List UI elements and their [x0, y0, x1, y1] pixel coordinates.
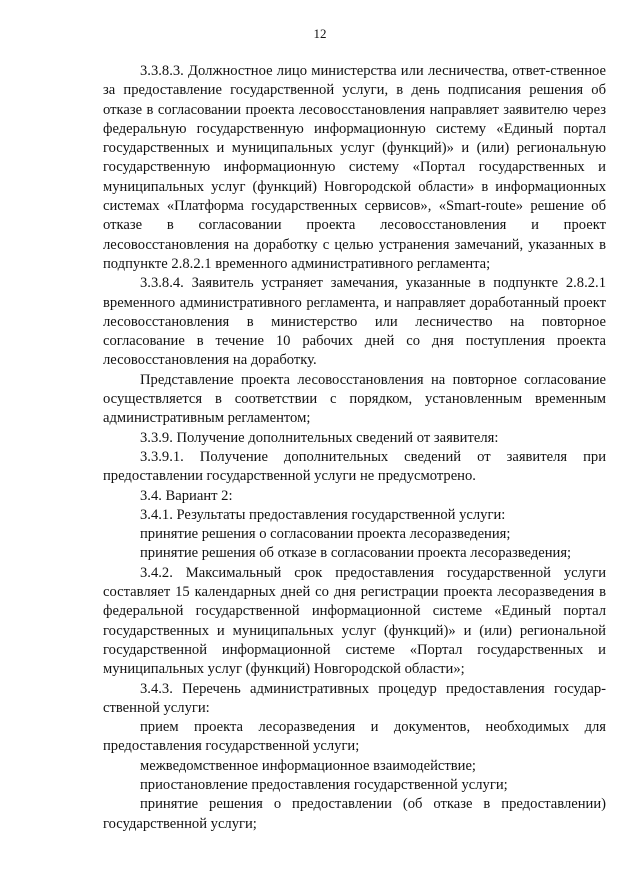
paragraph-3-4: 3.4. Вариант 2:	[140, 487, 233, 504]
paragraph-3-4-1: 3.4.1. Результаты предоставления государственной услуги:	[140, 506, 506, 523]
paragraph-3-3-8-3: 3.3.8.3. Должностное лицо министерства или лесничества, ответ-ственное за предоставление государственной услуги, в день подписания решения об отказе в согласовании проекта лесовосстановления направляет заявителю через федеральную государственную информационную систему «Единый портал государственных и муниципальных услуг (функций)» и (или) региональную государственную информационную систему «Портал государственных и муниципальных услуг (функций) Новгородской области» в информационных системах «Платформа государственных сервисов», «Smart-route» решение об отказе в согласовании проекта лесовосстановления и проект лесовосстановления на доработку с целью устранения замечаний, указанных в подпункте 2.8.2.1 временного административного регламента;	[103, 63, 606, 272]
paragraph-3-4-3: 3.4.3. Перечень административных процедур предоставления государ-ственной услуги:	[103, 680, 606, 716]
list-item-intake: прием проекта лесоразведения и документов, необходимых для предоставления государственной услуги;	[103, 719, 606, 755]
page-number: 12	[313, 26, 327, 41]
list-item-interaction: межведомственное информационное взаимодействие;	[140, 757, 476, 774]
paragraph-3-3-9-1: 3.3.9.1. Получение дополнительных сведений от заявителя при предоставлении государственной услуги не предусмотрено.	[103, 448, 606, 485]
list-item-suspension: приостановление предоставления государственной услуги;	[140, 776, 508, 793]
paragraph-3-3-8-4: 3.3.8.4. Заявитель устраняет замечания, указанные в подпункте 2.8.2.1 временного административного регламента, и направляет доработанный проект лесовосстановления в министерство или лесничество на повторное согласование в течение 10 рабочих дней со дня поступления проекта лесовосстановления на доработку.	[103, 275, 606, 369]
paragraph-3-3-9: 3.3.9. Получение дополнительных сведений от заявителя:	[140, 429, 499, 446]
paragraph-resubmission: Представление проекта лесовосстановления на повторное согласование осуществляется в соответствии с порядком, установленным временным административным регламентом;	[103, 371, 606, 427]
list-item-refusal: принятие решения об отказе в согласовании проекта лесоразведения;	[140, 545, 572, 562]
list-item-decision: принятие решения о предоставлении (об отказе в предоставлении) государственной услуги;	[103, 796, 606, 832]
document-body	[103, 62, 606, 834]
paragraph-3-4-2: 3.4.2. Максимальный срок предоставления государственной услуги составляет 15 календарных дней со дня регистрации проекта лесоразведения в федеральной государственной информационной системе «Единый портал государственных и муниципальных услуг (функций)» и (или) региональной государственной информационной системе «Портал государственных и муниципальных услуг (функций) Новгородской области»;	[103, 564, 606, 678]
list-item-approval: принятие решения о согласовании проекта лесоразведения;	[140, 526, 511, 543]
